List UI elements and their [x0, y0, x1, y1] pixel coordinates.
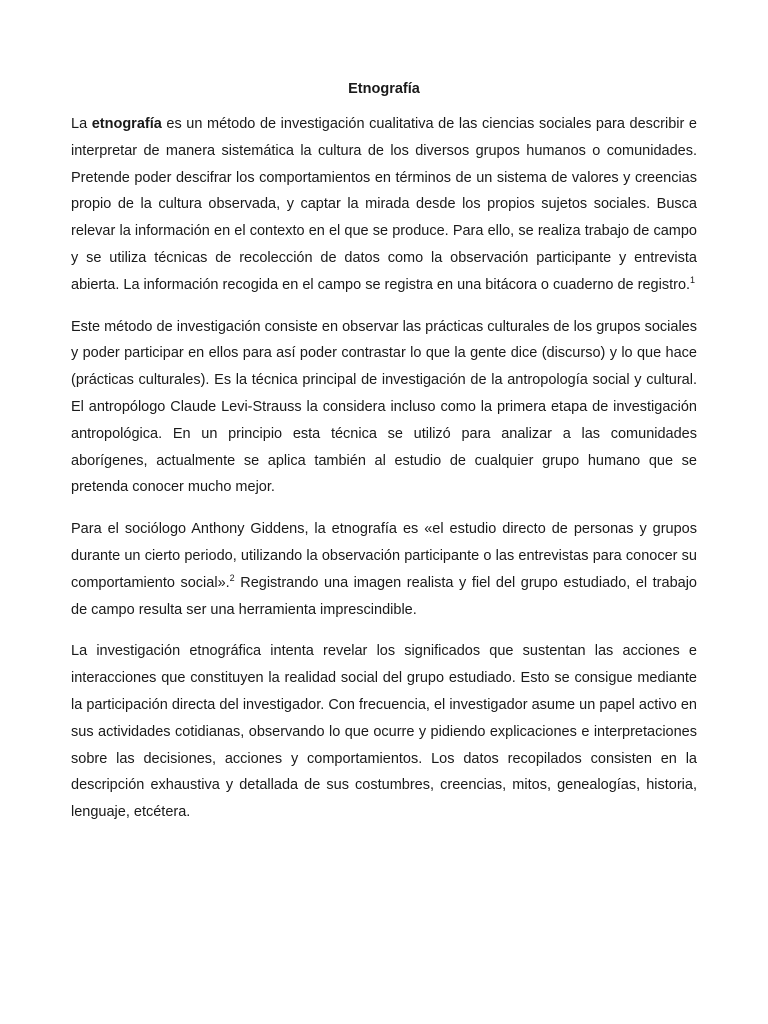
footnote-ref-1[interactable]: 1 — [690, 274, 696, 285]
paragraph-1-lead: La — [71, 116, 92, 132]
paragraph-2: Este método de investigación consiste en observar las prácticas culturales de los grupos sociales y poder participar en ellos para así poder contrastar lo que la gente dice (discurso) y lo que hace (prácticas culturales). Es la técnica principal de investigación de la antropología social y cultural. El antropólogo Claude Levi-Strauss la considera incluso como la primera etapa de investigación antropológica. En un principio esta técnica se utilizó para analizar a las comunidades aborígenes, actualmente se aplica también al estudio de cualquier grupo humano que se pretenda conocer mucho mejor. — [71, 318, 697, 496]
paragraph-3-text-after: Registrando una imagen realista y fiel del grupo estudiado, el trabajo de campo resulta ser una herramienta imprescindible. — [71, 574, 697, 618]
paragraph-3-text-before: Para el sociólogo Anthony Giddens, la etnografía es «el estudio directo de personas y grupos durante un cierto periodo, utilizando la observación participante o las entrevistas para conocer su comportamiento social». — [71, 521, 697, 591]
paragraph-4: La investigación etnográfica intenta revelar los significados que sustentan las acciones e interacciones que constituyen la realidad social del grupo estudiado. Esto se consigue mediante la participación directa del investigador. Con frecuencia, el investigador asume un papel activo en sus actividades cotidianas, observando lo que ocurre y pidiendo explicaciones e interpretaciones sobre las decisiones, acciones y comportamientos. Los datos recopilados consisten en la descripción exhaustiva y detallada de sus costumbres, creencias, mitos, genealogías, historia, lenguaje, etcétera. — [71, 643, 697, 821]
footnote-ref-2[interactable]: 2 — [229, 572, 235, 583]
term-etnografia: etnografía — [91, 116, 162, 132]
paragraph-1 — [71, 111, 697, 299]
paragraph-1-text: es un método de investigación cualitativa de las ciencias sociales para describir e interpretar de manera sistemática la cultura de los diversos grupos humanos o comunidades. Pretende poder descifrar los comportamientos en términos de un sistema de valores y creencias propio de la cultura observada, y captar la mirada desde los propios sujetos sociales. Busca relevar la información en el contexto en el que se produce. Para ello, se realiza trabajo de campo y se utiliza técnicas de recolección de datos como la observación participante y entrevista abierta. La información recogida en el campo se registra en una bitácora o cuaderno de registro. — [71, 116, 697, 293]
document-page — [71, 78, 697, 841]
document-title: Etnografía — [348, 81, 420, 97]
paragraph-3 — [71, 516, 697, 623]
